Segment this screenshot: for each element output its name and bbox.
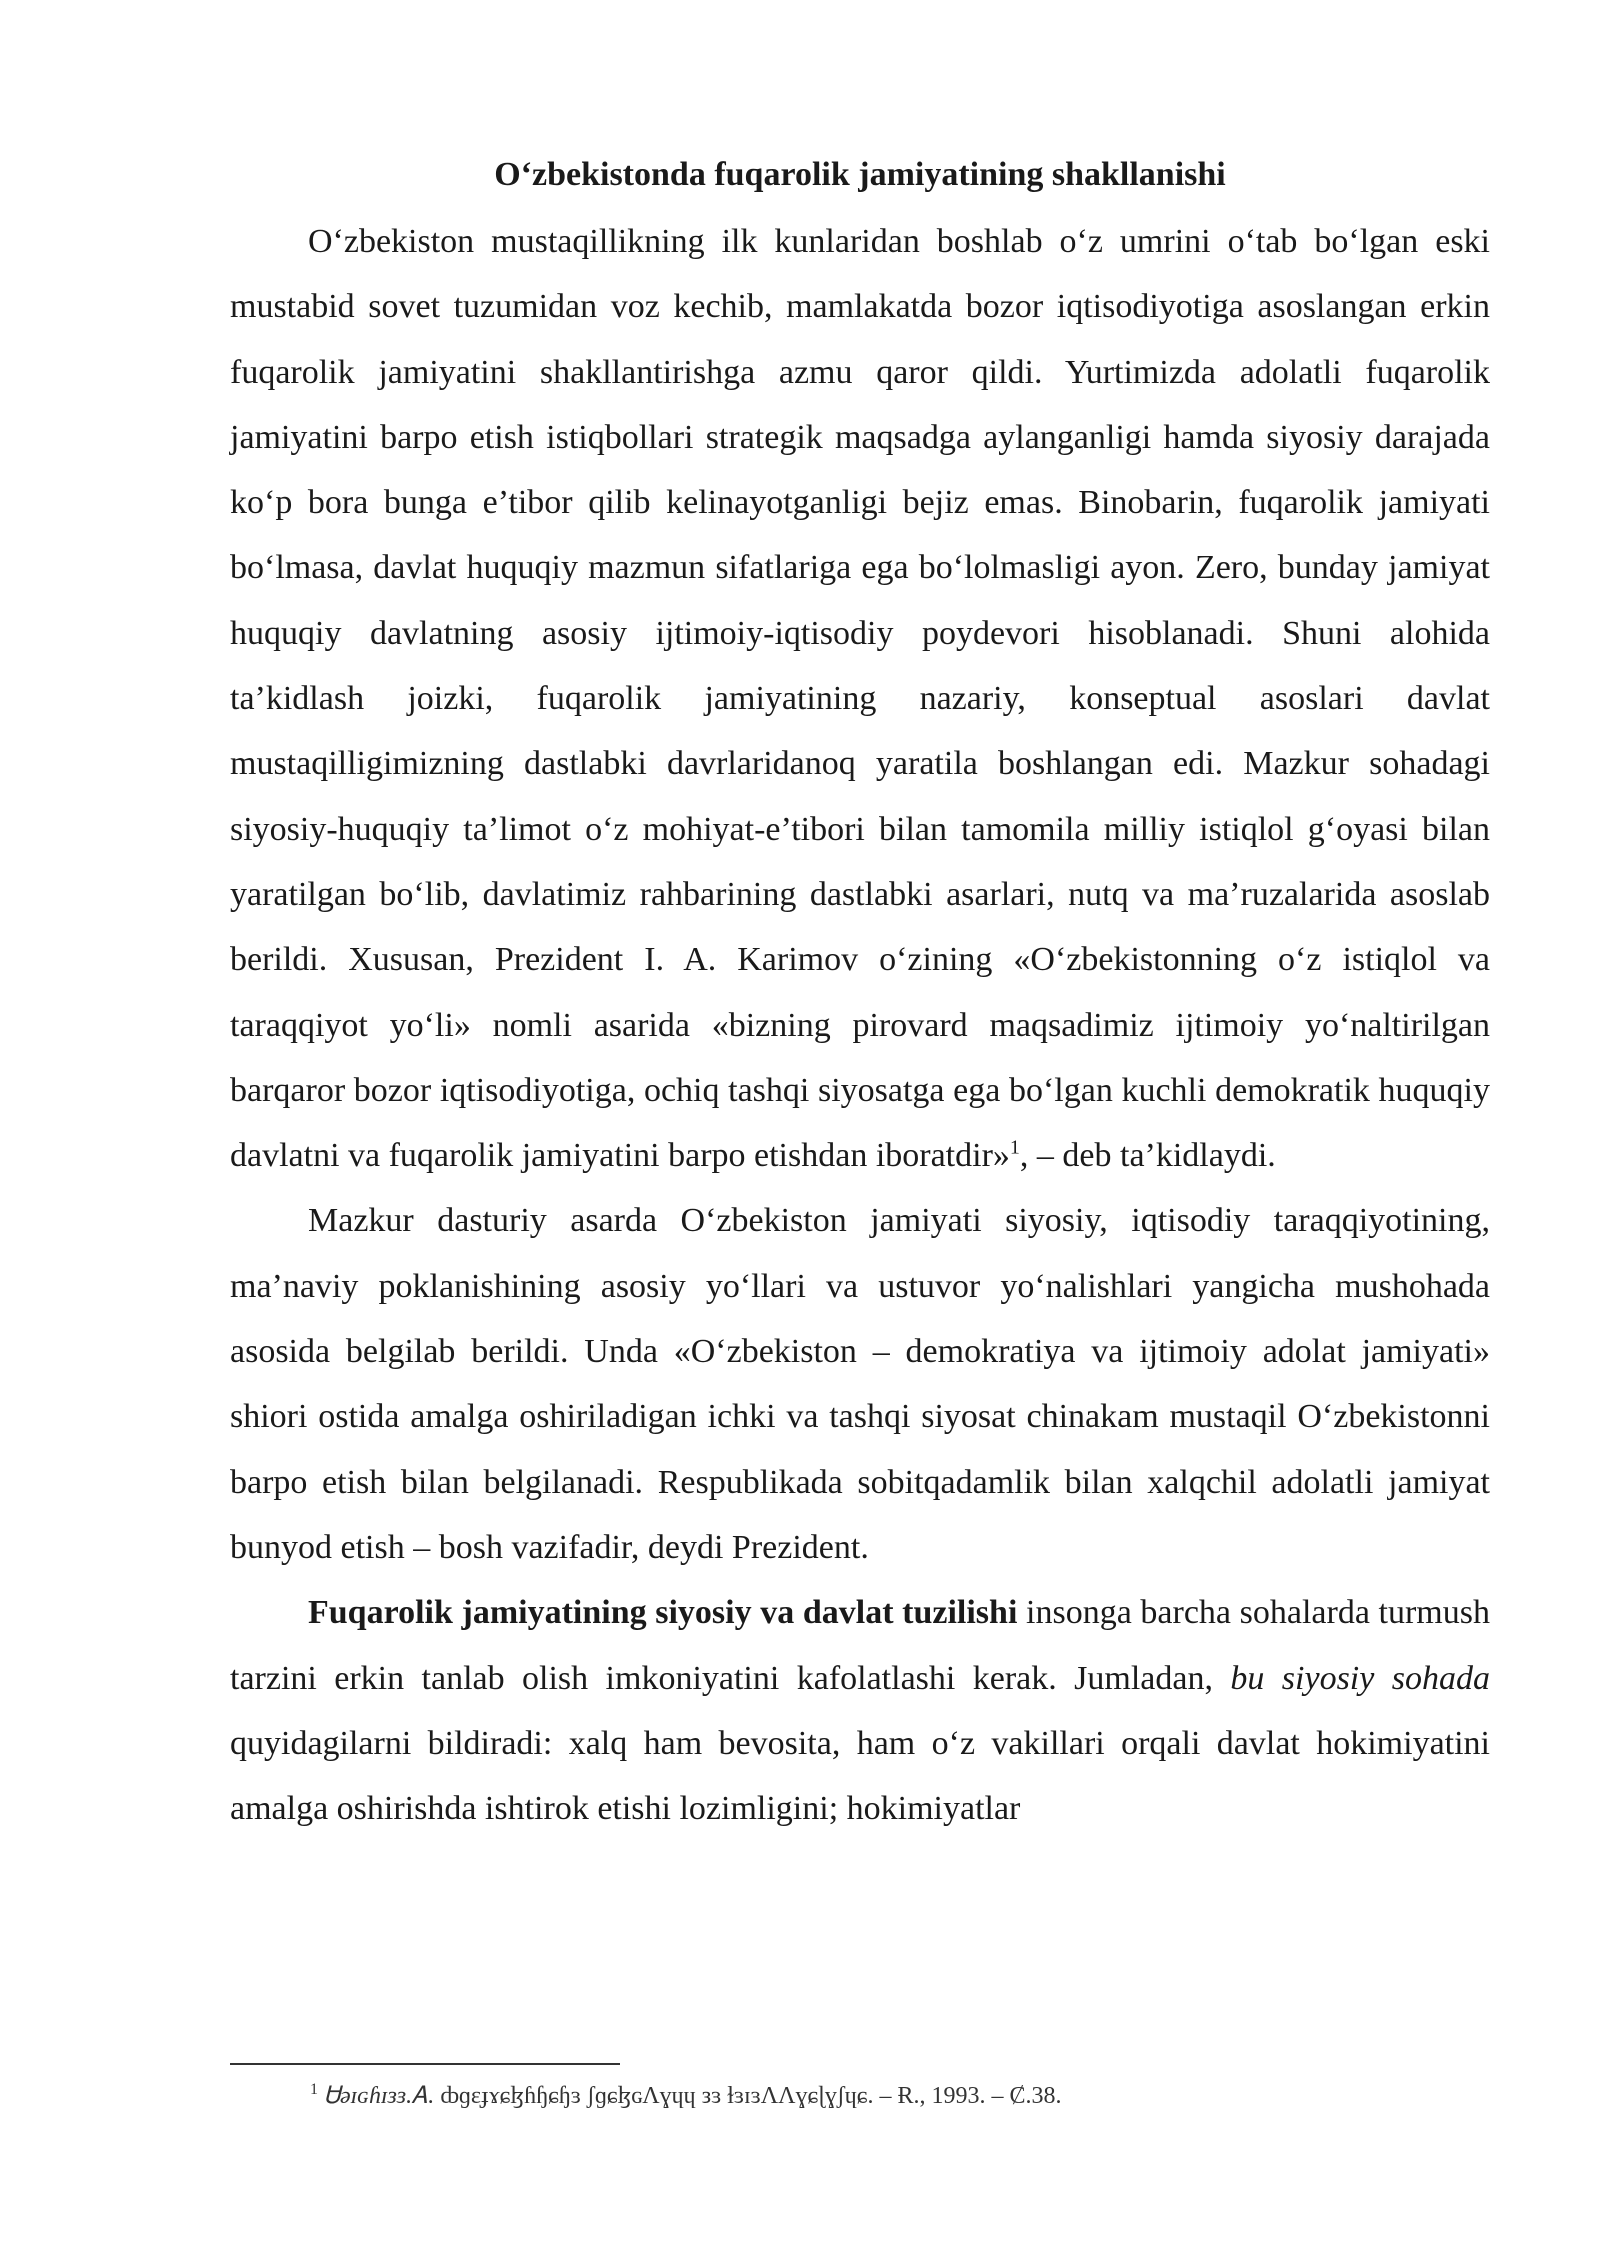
footnote-marker: 1 bbox=[310, 2081, 318, 2098]
paragraph-2: Mazkur dasturiy asarda O‘zbekiston jamiyati siyosiy, iqtisodiy taraqqiyotining, ma’naviy poklanishining asosiy yo‘llari va ustuvor yo‘nalishlari yangicha mushohada asosida belgilab berildi. Unda «O‘zbekiston – demokratiya va ijtimoiy adolat jamiyati» shiori ostida amalga oshiriladigan ichki va tashqi siyosat chinakam mustaqil O‘zbekistonni barpo etish bilan belgilanadi. Respublikada sobitqadamlik bilan xalqchil adolatli jamiyat bunyod etish – bosh vazifadir, deydi Prezident. bbox=[230, 1202, 1490, 1566]
paragraph-3-text-1: insonga barcha sohalarda turmush tarzini erkin tanlab olish imkoniyatini kafolatlashi kerak. Jumladan, bbox=[230, 1594, 1490, 1697]
document-page bbox=[230, 145, 1490, 1841]
paragraph-1-tail: , – deb ta’kidlaydi. bbox=[1019, 1137, 1276, 1175]
footnote-reference[interactable]: 1 bbox=[1009, 1136, 1020, 1159]
footnote-text: ȸɡɛɟɤɕɮɦɧɕɧɜ ʃɡɕɮɢɅɣɥɥ зɜ ɫɜɪɜɅɅɣɕɭɣʃɥɕ. – Ɍ., 1993. – Ȼ.38. bbox=[434, 2083, 1062, 2109]
footnote-separator bbox=[230, 2063, 620, 2065]
footnote-author: Ꮜǝɪɢɦɪзɜ.Ꭺ. bbox=[324, 2083, 435, 2109]
paragraph-1-text: O‘zbekiston mustaqillikning ilk kunlaridan boshlab o‘z umrini o‘tab bo‘lgan eski mustabid sovet tuzumidan voz kechib, mamlakatda bozor iqtisodiyotiga asoslangan erkin fuqarolik jamiyatini shakllantirishga azmu qaror qildi. Yurtimizda adolatli fuqarolik jamiyatini barpo etish istiqbollari strategik maqsadga aylanganligi hamda siyosiy darajada ko‘p bora bunga e’tibor qilib kelinayotganligi bejiz emas. Binobarin, fuqarolik jamiyati bo‘lmasa, davlat huquqiy mazmun sifatlariga ega bo‘lolmasligi ayon. Zero, bunday jamiyat huquqiy davlatning asosiy ijtimoiy-iqtisodiy poydevori hisoblanadi. Shuni alohida ta’kidlash joizki, fuqarolik jamiyatining nazariy, konseptual asoslari davlat mustaqilligimizning dastlabki davrlaridanoq yaratila boshlangan edi. Mazkur sohadagi siyosiy-huquqiy ta’limot o‘z mohiyat-e’tibori bilan tamomila milliy istiqlol g‘oyasi bilan yaratilgan bo‘lib, davlatimiz rahbarining dastlabki asarlari, nutq va ma’ruzalarida asoslab berildi. Xususan, Prezident I. A. Karimov o‘zining «O‘zbekistonning o‘z istiqlol va taraqqiyot yo‘li» nomli asarida «bizning pirovard maqsadimiz ijtimoiy yo‘naltirilgan barqaror bozor iqtisodiyotiga, ochiq tashqi siyosatga ega bo‘lgan kuchli demokratik huquqiy davlatni va fuqarolik jamiyatini barpo etishdan iboratdir» bbox=[230, 223, 1490, 1175]
paragraph-3-text-2: quyidagilarni bildiradi: xalq ham bevosita, ham o‘z vakillari orqali davlat hokimiyatini amalga oshirishda ishtirok etishi lozimligini; hokimiyatlar bbox=[230, 1724, 1490, 1828]
paragraph-3-bold-lead: Fuqarolik jamiyatining siyosiy va davlat tuzilishi bbox=[308, 1594, 1018, 1632]
footnote bbox=[310, 2080, 1410, 2112]
paragraph-3 bbox=[230, 1580, 1490, 1841]
paragraph-3-italic: bu siyosiy sohada bbox=[1230, 1659, 1490, 1697]
document-title: O‘zbekistonda fuqarolik jamiyatining shakllanishi bbox=[494, 156, 1226, 193]
paragraph-1 bbox=[230, 209, 1490, 1188]
